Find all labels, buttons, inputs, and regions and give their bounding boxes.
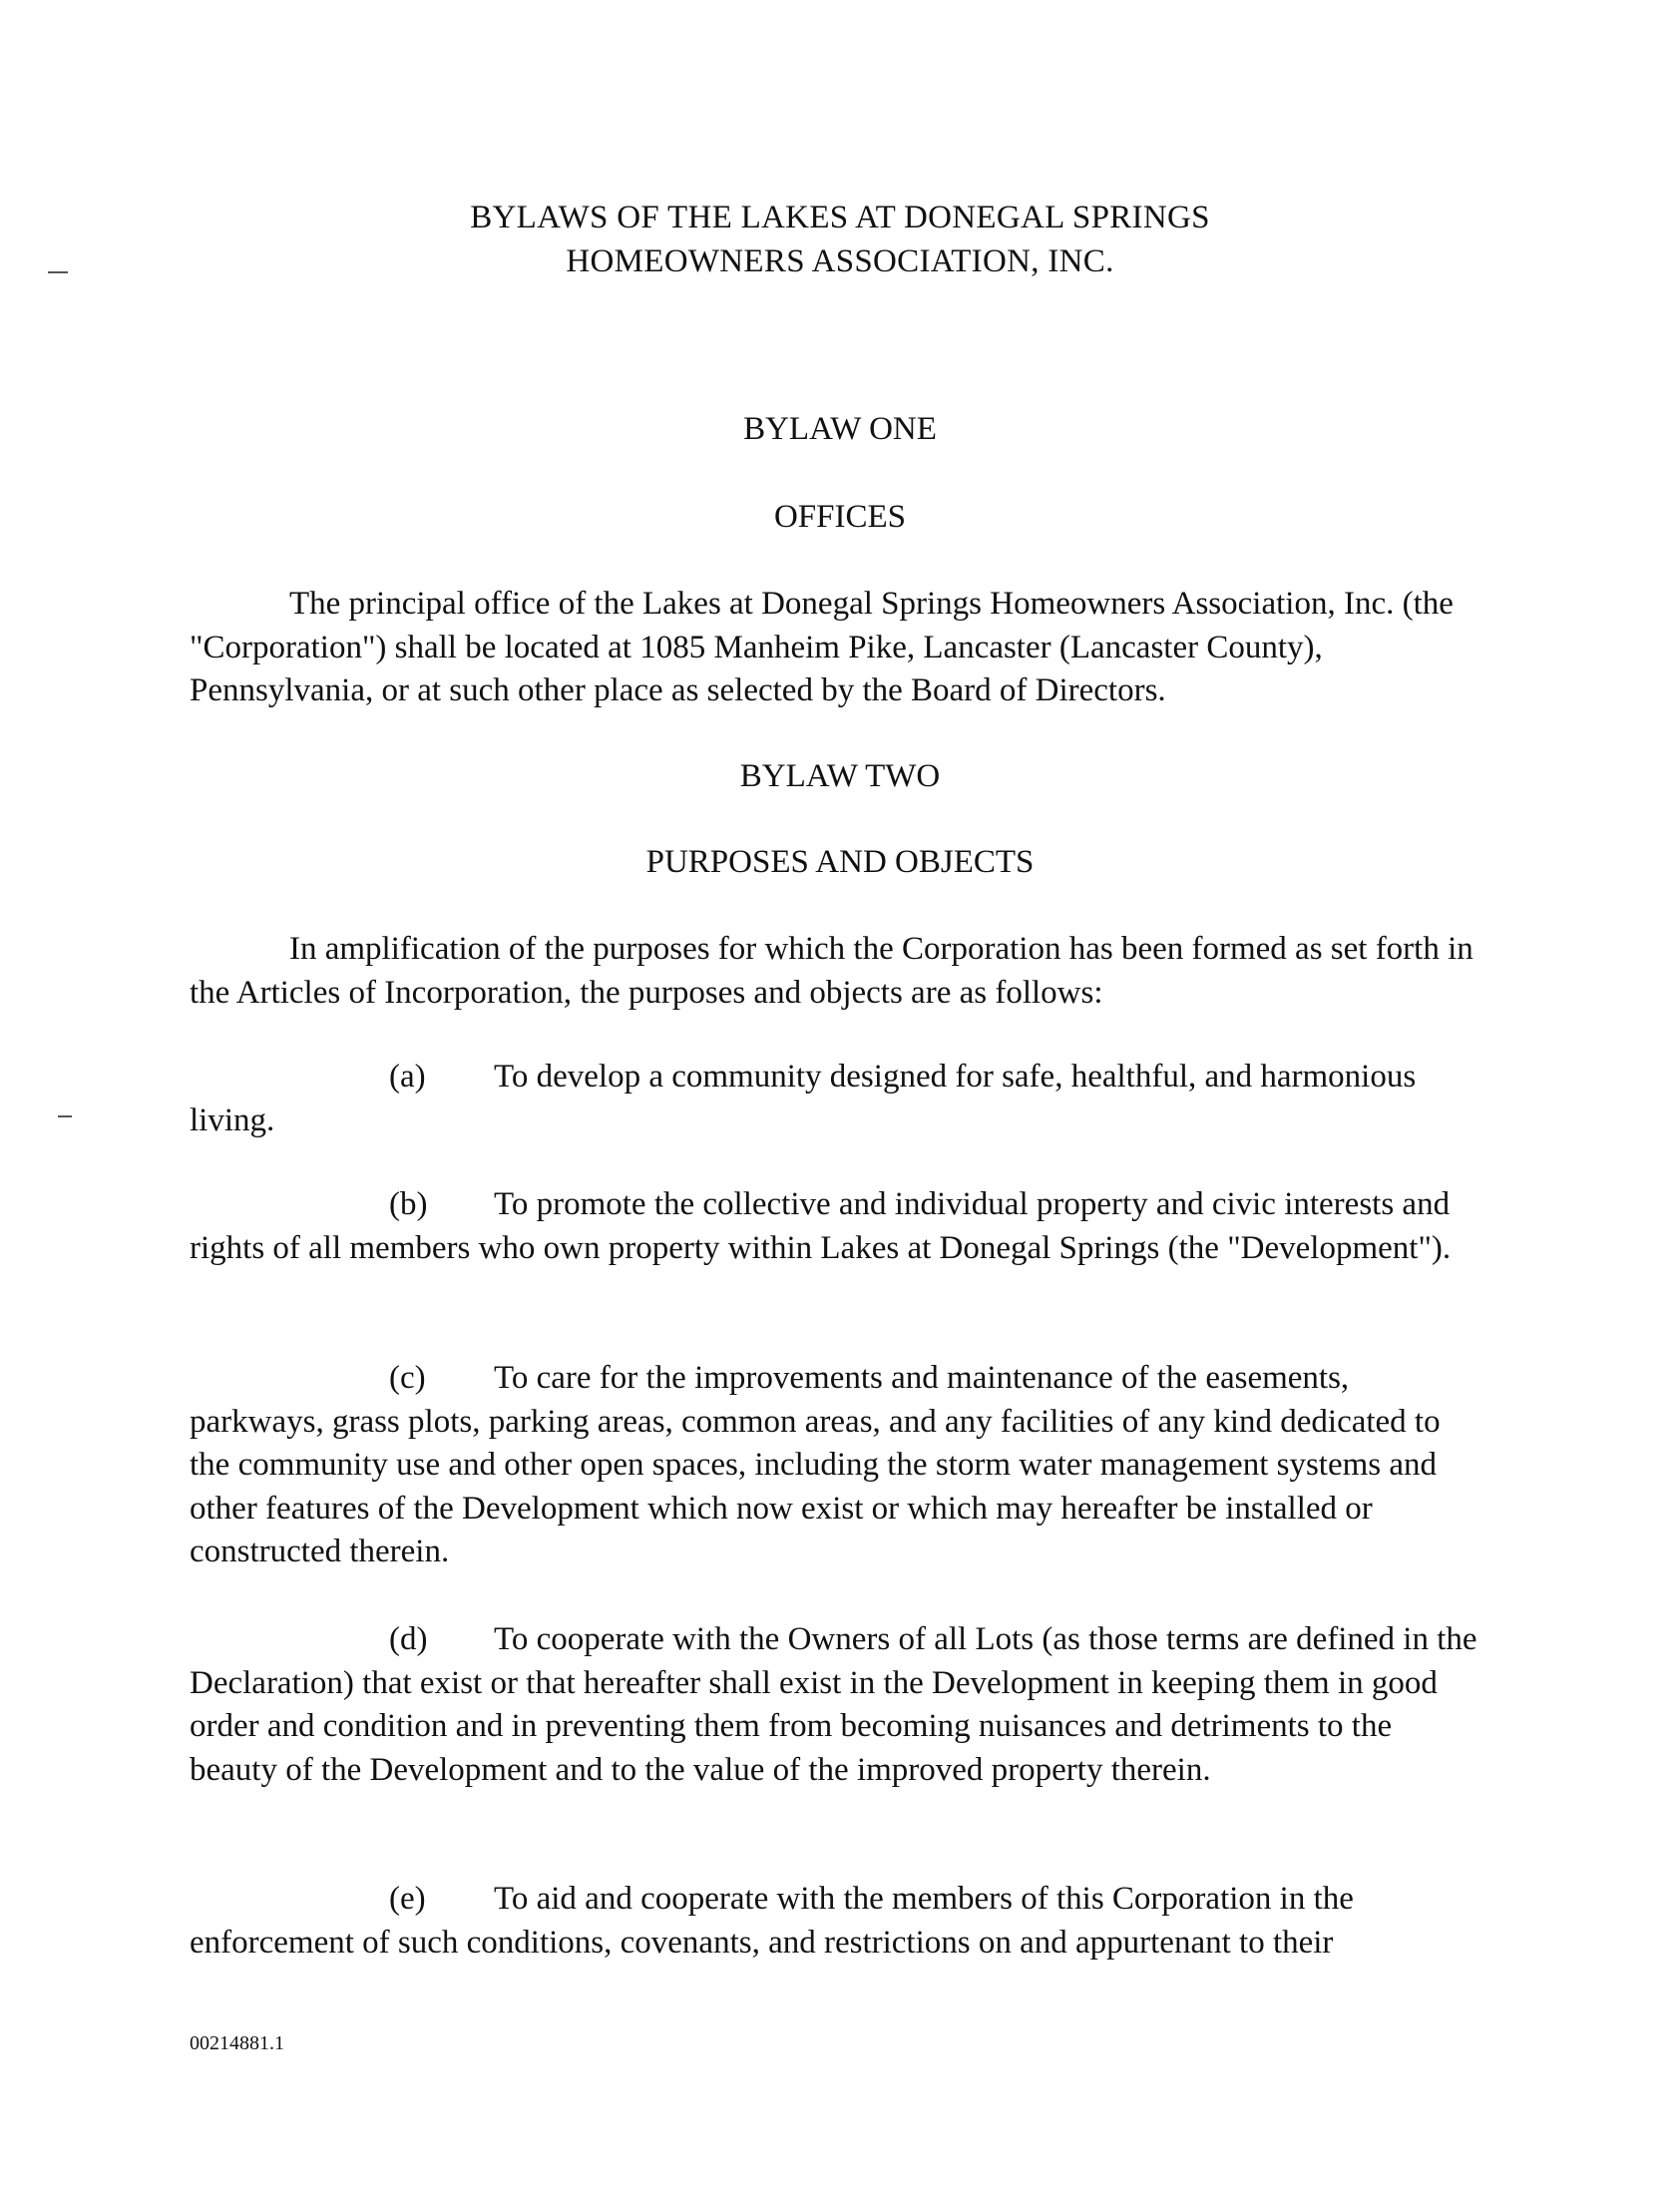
purpose-item-label: (d) <box>389 1621 428 1657</box>
purpose-item-label: (b) <box>389 1186 428 1222</box>
purpose-item-text: To care for the improvements and maintenance of the easements, parkways, grass plots, parking areas, common areas, and any facilities of any kind dedicated to the community use and other open spaces, including the storm water management systems and other features of the Development which now exist or which may hereafter be installed or constructed therein. <box>190 1360 1441 1569</box>
bylaw-one-text: The principal office of the Lakes at Donegal Springs Homeowners Association, Inc. (the "Corporation") shall be located at 1085 Manheim Pike, Lancaster (Lancaster County), Pennsylvania, or at such other place as selected by the Board of Directors. <box>190 586 1454 708</box>
purpose-item-label: (a) <box>389 1059 426 1095</box>
purpose-item-text: To cooperate with the Owners of all Lots (as those terms are defined in the Declaration) that exist or that hereafter shall exist in the Development in keeping them in good order and condition and in preventing them from becoming nuisances and detriments to the beauty of the Development and to the value of the improved property therein. <box>190 1621 1477 1788</box>
title-line-1: BYLAWS OF THE LAKES AT DONEGAL SPRINGS <box>470 200 1210 235</box>
bylaw-two-heading: PURPOSES AND OBJECTS <box>645 844 1035 880</box>
purpose-item-text: To promote the collective and individual property and civic interests and rights of all members who own property within Lakes at Donegal Springs (the "Development"). <box>190 1186 1452 1266</box>
purpose-item-label: (c) <box>389 1360 426 1396</box>
scan-mark-mid-left <box>58 1115 72 1117</box>
purpose-item-a <box>190 1056 1486 1142</box>
bylaw-two-number: BYLAW TWO <box>739 758 941 794</box>
bylaw-one-paragraph <box>190 583 1486 713</box>
purpose-item-text: To aid and cooperate with the members of this Corporation in the enforcement of such conditions, covenants, and restrictions on and appurtenant to their <box>190 1881 1354 1961</box>
title-line-2: HOMEOWNERS ASSOCIATION, INC. <box>566 243 1114 279</box>
purpose-item-label: (e) <box>389 1881 426 1917</box>
purpose-item-c <box>190 1357 1486 1574</box>
purpose-item-e <box>190 1878 1486 1965</box>
bylaw-one-number: BYLAW ONE <box>743 411 937 447</box>
document-title <box>0 196 1680 283</box>
purpose-item-b <box>190 1183 1486 1270</box>
purpose-item-d <box>190 1618 1486 1792</box>
purpose-item-text: To develop a community designed for safe, healthful, and harmonious living. <box>190 1059 1417 1138</box>
bylaw-one-heading: OFFICES <box>773 499 907 535</box>
document-id-footer: 00214881.1 <box>190 2032 284 2054</box>
bylaw-two-intro-text: In amplification of the purposes for which the Corporation has been formed as set forth in the Articles of Incorporation, the purposes and objects are as follows: <box>190 931 1473 1011</box>
bylaw-two-intro <box>190 928 1486 1015</box>
